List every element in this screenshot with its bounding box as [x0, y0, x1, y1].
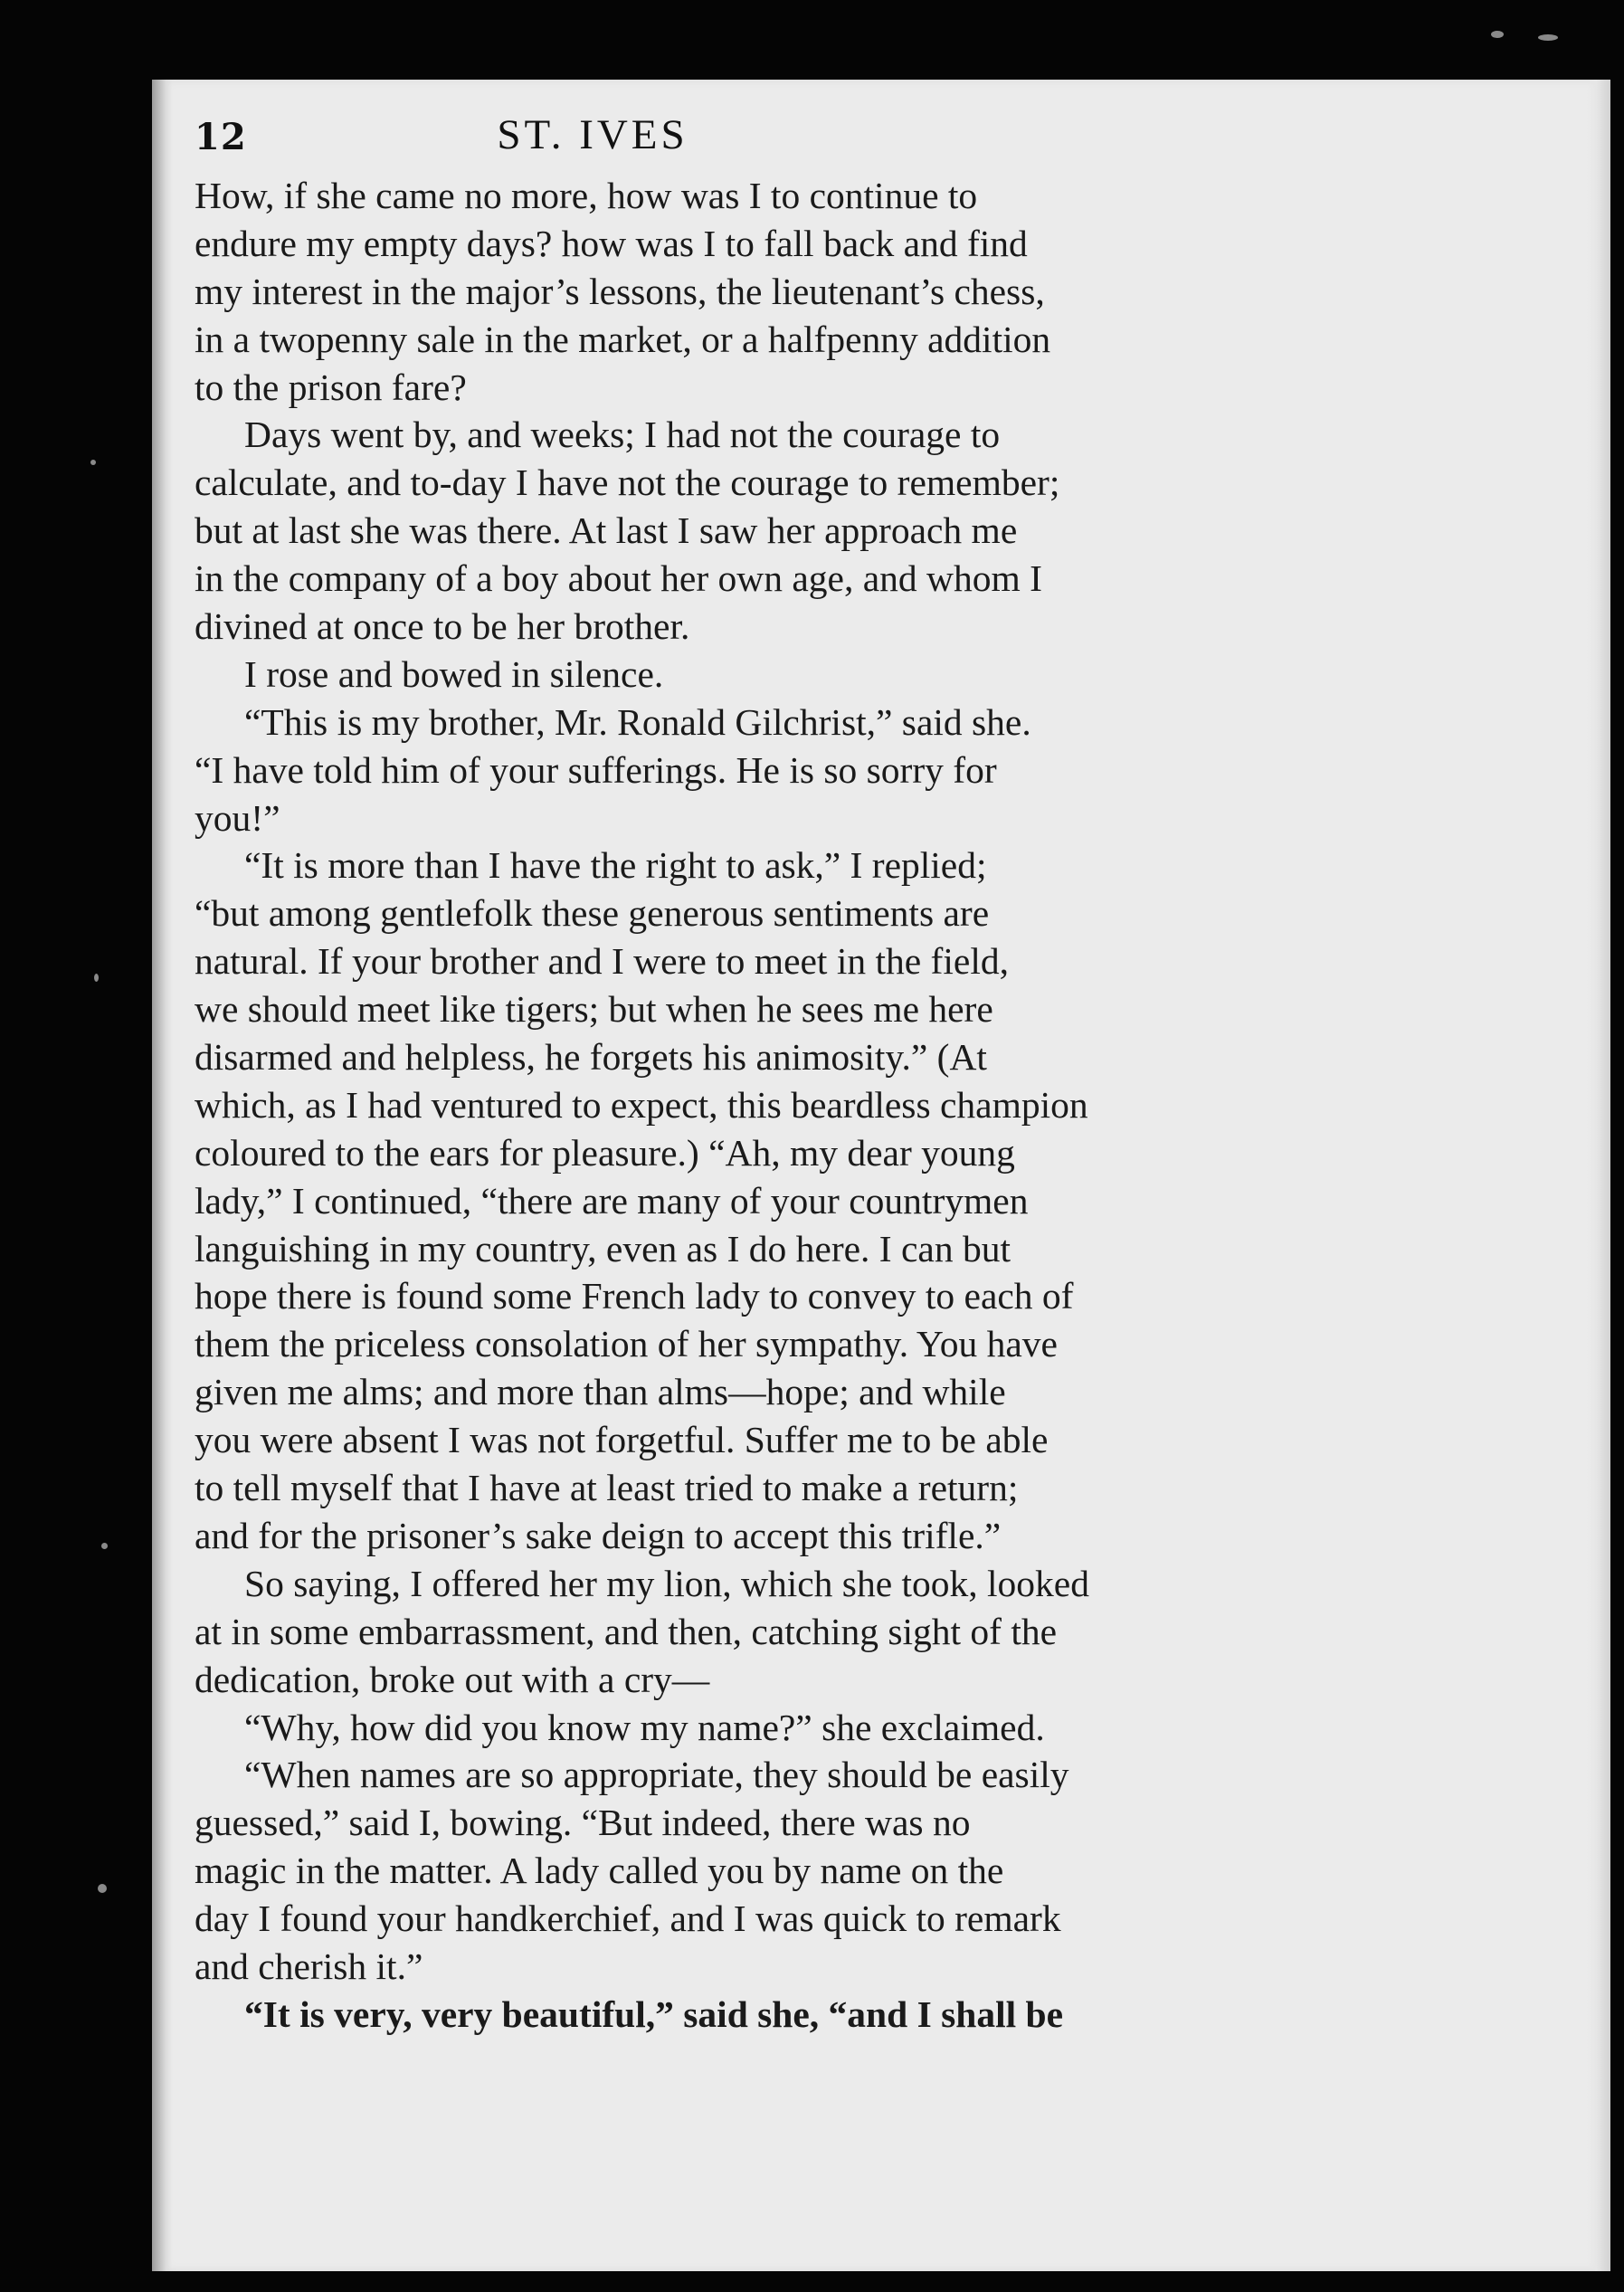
page-body-text [195, 172, 1515, 2039]
dust-speck [101, 1543, 108, 1549]
text-line: languishing in my country, even as I do here. I can but [195, 1227, 1011, 1270]
text-line: “This is my brother, Mr. Ronald Gilchrist,” said she. [244, 700, 1031, 743]
text-line: day I found your handkerchief, and I was quick to remark [195, 1897, 1061, 1940]
text-line: to the prison fare? [195, 366, 467, 408]
dust-speck [1538, 34, 1558, 41]
text-line: you were absent I was not forgetful. Suffer me to be able [195, 1419, 1049, 1461]
text-line: Days went by, and weeks; I had not the courage to [244, 414, 1001, 456]
page-edge [1587, 80, 1610, 2271]
text-line: you!” [195, 796, 280, 839]
page-number: 12 [195, 116, 247, 158]
text-line: “It is more than I have the right to ask,” I replied; [244, 844, 987, 887]
text-line: “It is very, very beautiful,” said she, “and I shall be [244, 1992, 1064, 2035]
text-line: to tell myself that I have at least tried to make a return; [195, 1467, 1019, 1509]
running-title: ST. IVES [497, 111, 689, 158]
text-line: but at last she was there. At last I saw her approach me [195, 509, 1018, 552]
text-line: divined at once to be her brother. [195, 605, 690, 648]
page-gutter-shadow [152, 80, 172, 2271]
text-line: my interest in the major’s lessons, the lieutenant’s chess, [195, 270, 1045, 312]
text-line: I rose and bowed in silence. [244, 652, 664, 695]
text-line: coloured to the ears for pleasure.) “Ah, my dear young [195, 1131, 1015, 1174]
text-line: given me alms; and more than alms—hope; and while [195, 1371, 1006, 1413]
text-line: disarmed and helpless, he forgets his animosity.” (At [195, 1036, 987, 1079]
text-line: and cherish it.” [195, 1945, 423, 1987]
text-line: “but among gentlefolk these generous sentiments are [195, 892, 990, 935]
text-line: at in some embarrassment, and then, catching sight of the [195, 1610, 1058, 1652]
text-line: in a twopenny sale in the market, or a halfpenny addition [195, 318, 1051, 360]
text-line: calculate, and to-day I have not the courage to remember; [195, 461, 1060, 504]
text-line: guessed,” said I, bowing. “But indeed, there was no [195, 1802, 971, 1844]
text-line: dedication, broke out with a cry— [195, 1658, 710, 1700]
text-line: lady,” I continued, “there are many of your countrymen [195, 1179, 1029, 1222]
text-line: “I have told him of your sufferings. He is so sorry for [195, 748, 997, 791]
dust-speck [98, 1884, 107, 1893]
text-line: which, as I had ventured to expect, this beardless champion [195, 1083, 1088, 1126]
dust-speck [1491, 31, 1504, 38]
text-line: them the priceless consolation of her sympathy. You have [195, 1323, 1058, 1365]
text-line: How, if she came no more, how was I to continue to [195, 175, 978, 216]
text-line: in the company of a boy about her own age, and whom I [195, 557, 1042, 600]
text-line: we should meet like tigers; but when he sees me here [195, 988, 993, 1031]
text-line: endure my empty days? how was I to fall back and find [195, 222, 1028, 264]
dust-speck [90, 460, 96, 465]
text-line: and for the prisoner’s sake deign to accept this trifle.” [195, 1514, 1002, 1556]
text-line: hope there is found some French lady to convey to each of [195, 1275, 1074, 1317]
text-line: magic in the matter. A lady called you by name on the [195, 1850, 1004, 1892]
text-line: “When names are so appropriate, they should be easily [244, 1754, 1069, 1796]
text-line: So saying, I offered her my lion, which she took, looked [244, 1562, 1089, 1604]
text-line: “Why, how did you know my name?” she exclaimed. [244, 1706, 1045, 1748]
text-line: natural. If your brother and I were to meet in the field, [195, 940, 1009, 983]
dust-speck [94, 974, 99, 982]
